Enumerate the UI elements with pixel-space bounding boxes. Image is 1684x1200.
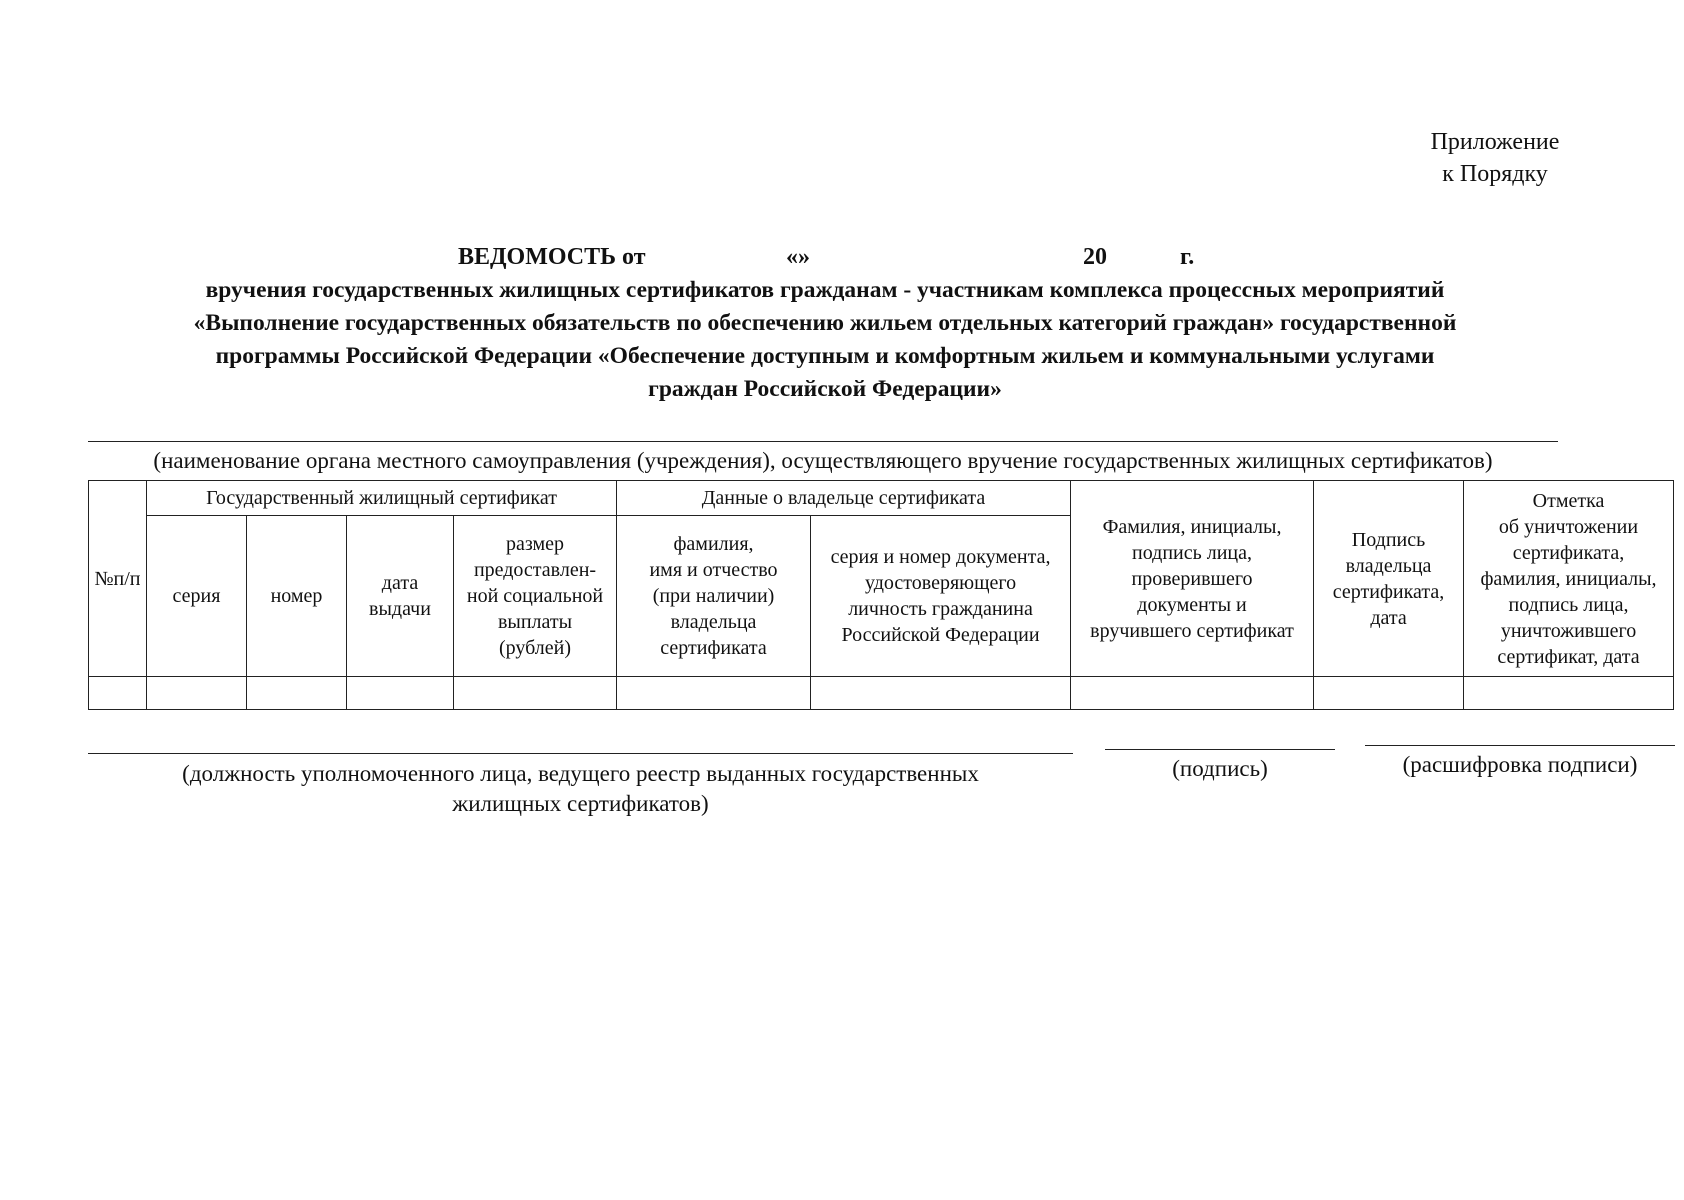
col-number-header: №п/п [89,481,147,677]
appendix-line2: к Порядку [1442,161,1548,187]
position-caption [88,759,1073,819]
col-fio-line4: владельца [670,611,757,633]
heading-line2: «Выполнение государственных обязательств по обеспечению жильем отдельных категорий граждан» государственной [193,310,1457,336]
col-destroy-line5: подпись лица, [1508,593,1629,616]
col-fio-line1: фамилия, [673,533,754,555]
col-date-line1: дата [381,572,419,594]
col-amount-line4: выплаты [497,611,573,633]
col-destroy-line2: об уничтожении [1498,515,1639,538]
col-num-header: номер [247,516,347,677]
col-amount-line3: ной социальной [466,585,604,607]
col-doc-line1: серия и номер документа, [830,546,1051,568]
col-amount-line1: размер [505,533,565,555]
org-name-caption: (наименование органа местного самоуправления (учреждения), осуществляющего вручение государственных жилищных сертификатов) [153,448,1493,473]
heading-line4: граждан Российской Федерации» [648,376,1002,402]
title-quote: «» [786,244,810,270]
signature-caption: (подпись) [1172,756,1268,781]
col-date-header [347,516,454,677]
table-cell [811,677,1071,710]
col-destroy-line1: Отметка [1532,489,1605,512]
col-owner-sign-line2: владельца [1345,554,1432,577]
header-row-groups [89,481,1674,516]
heading-line1: вручения государственных жилищных сертификатов гражданам - участникам комплекса процессных мероприятий [205,277,1445,303]
position-caption-line1: (должность уполномоченного лица, ведущего реестр выданных государственных [182,761,979,786]
signature-block [0,745,1684,825]
table-cell [1464,677,1674,710]
appendix-line1: Приложение [1430,129,1560,155]
col-checker-line5: вручившего сертификат [1090,619,1294,642]
col-doc-line2: удостоверяющего [864,572,1017,594]
col-destroy-header [1464,481,1674,677]
col-owner-sign-line3: сертификата, [1332,580,1445,603]
table-cell [454,677,617,710]
col-destroy-line6: уничтожившего [1500,619,1637,642]
document-title [0,244,1684,276]
col-destroy-line7: сертификат, дата [1497,645,1640,668]
decoding-caption: (расшифровка подписи) [1402,752,1638,777]
col-checker-header [1071,481,1314,677]
table-cell [1314,677,1464,710]
group-owner-header: Данные о владельце сертификата [617,481,1071,516]
table-cell [347,677,454,710]
table-cell [89,677,147,710]
table-cell [147,677,247,710]
document-heading [90,274,1560,406]
col-checker-line2: подпись лица, [1132,541,1252,564]
group-certificate-header: Государственный жилищный сертификат [147,481,617,516]
col-destroy-line3: сертификата, [1512,541,1625,564]
position-caption-line2: жилищных сертификатов) [452,791,709,816]
table-row [89,677,1674,710]
col-fio-line5: сертификата [660,637,767,659]
org-name-line [88,441,1558,442]
col-checker-line1: Фамилия, инициалы, [1102,515,1282,538]
col-series-header: серия [147,516,247,677]
table-cell [617,677,811,710]
col-checker-line3: проверившего [1131,567,1253,590]
col-amount-line5: (рублей) [498,637,572,659]
table-cell [1071,677,1314,710]
position-line [88,753,1073,754]
col-fio-line3: (при наличии) [652,585,775,607]
col-doc-line4: Российской Федерации [841,624,1040,646]
col-owner-sign-line1: Подпись [1351,528,1426,551]
title-suffix: г. [1180,244,1195,270]
col-date-line2: выдачи [369,598,431,620]
col-amount-header [454,516,617,677]
title-year: 20 [1083,244,1107,270]
col-fio-header [617,516,811,677]
signature-line [1105,749,1335,750]
decoding-line [1365,745,1675,746]
col-checker-line4: документы и [1137,593,1247,616]
col-fio-line2: имя и отчество [649,559,778,581]
col-doc-line3: личность гражданина [848,598,1033,620]
col-owner-sign-line4: дата [1370,606,1407,629]
table-cell [247,677,347,710]
appendix-note [1380,126,1610,190]
col-owner-sign-header [1314,481,1464,677]
col-destroy-line4: фамилия, инициалы, [1480,567,1657,590]
col-amount-line2: предоставлен- [473,559,597,581]
title-word: ВЕДОМОСТЬ от [458,244,646,270]
register-table [88,480,1674,710]
col-doc-header [811,516,1071,677]
heading-line3: программы Российской Федерации «Обеспечение доступным и комфортным жильем и коммунальными услугами [215,343,1435,369]
